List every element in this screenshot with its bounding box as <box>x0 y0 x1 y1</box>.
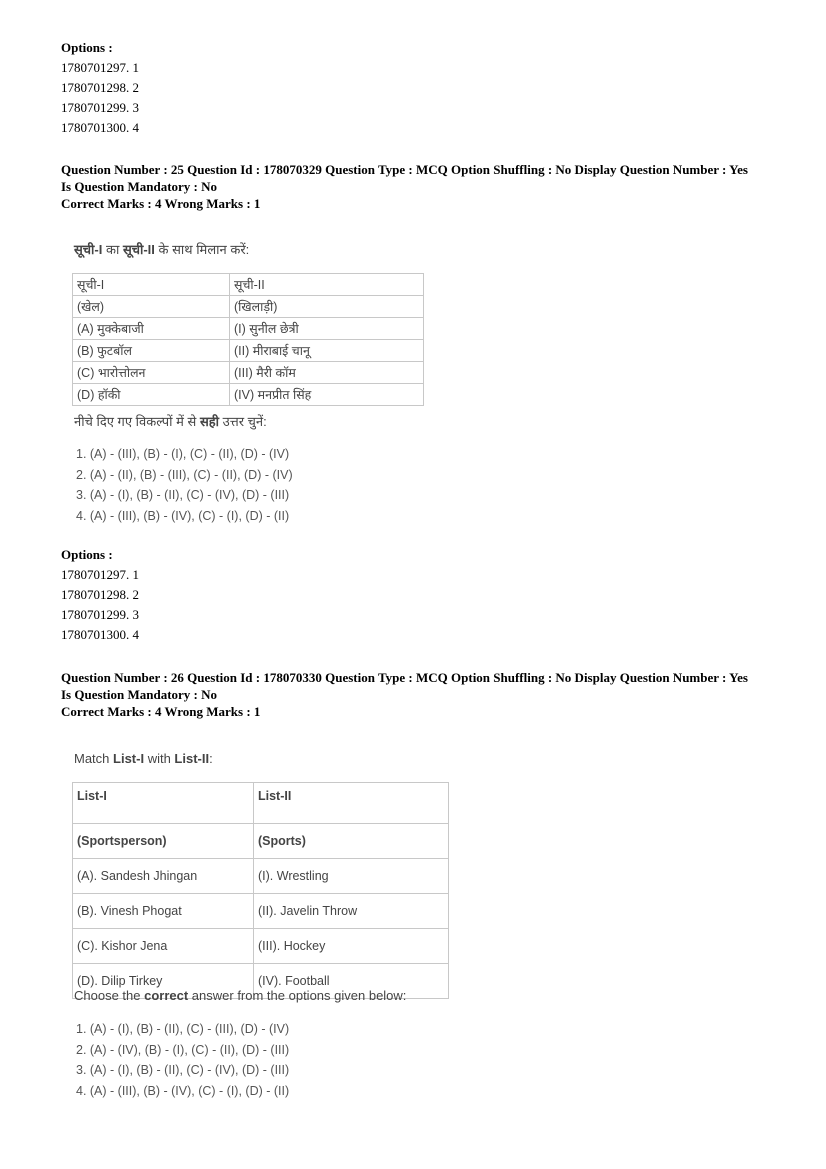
option-item: 1780701299. 3 <box>61 100 139 115</box>
q25-prompt-list2: सूची-II <box>122 242 155 257</box>
table-row <box>73 894 449 929</box>
table-cell: (Sportsperson) <box>73 824 254 859</box>
q25-choose-text: नीचे दिए गए विकल्पों में से <box>74 414 200 429</box>
table-row <box>73 929 449 964</box>
table-row <box>73 274 424 296</box>
table-cell: (B). Vinesh Phogat <box>73 894 254 929</box>
q25-choose-instruction <box>74 412 267 430</box>
table-cell: (D). Dilip Tirkey <box>73 964 254 999</box>
q26-prompt-text: Match <box>74 751 114 766</box>
q26-prompt-list1: List-I <box>113 751 145 766</box>
table-cell: (खिलाड़ी) <box>230 296 424 318</box>
options-block-previous <box>61 38 139 138</box>
q25-choices <box>76 444 293 526</box>
q25-meta-line2: Is Question Mandatory : No <box>61 179 218 194</box>
choice-item: 2. (A) - (II), (B) - (III), (C) - (II), (D) - (IV) <box>76 467 293 482</box>
q25-prompt-text: का <box>102 242 123 257</box>
table-cell: (B) फुटबॉल <box>73 340 230 362</box>
table-cell: सूची-I <box>73 274 230 296</box>
table-row <box>73 340 424 362</box>
q25-choose-text: उत्तर चुनें: <box>219 414 267 429</box>
table-cell: (III) मैरी कॉम <box>230 362 424 384</box>
table-cell: (C) भारोत्तोलन <box>73 362 230 384</box>
choice-item: 4. (A) - (III), (B) - (IV), (C) - (I), (D) - (II) <box>76 508 290 523</box>
table-cell: (C). Kishor Jena <box>73 929 254 964</box>
q26-meta <box>61 669 748 720</box>
q25-meta-line1: Question Number : 25 Question Id : 178070329 Question Type : MCQ Option Shuffling : No Display Question Number : Yes <box>61 162 748 177</box>
choice-item: 1. (A) - (I), (B) - (II), (C) - (III), (D) - (IV) <box>76 1022 290 1036</box>
table-cell: List-II <box>254 783 449 824</box>
q26-prompt-text: with <box>144 751 175 766</box>
table-row <box>73 362 424 384</box>
table-cell: (Sports) <box>254 824 449 859</box>
table-cell: (A) मुक्केबाजी <box>73 318 230 340</box>
q25-prompt <box>74 240 249 258</box>
q26-meta-line3: Correct Marks : 4 Wrong Marks : 1 <box>61 704 261 719</box>
option-item: 1780701297. 1 <box>61 567 139 582</box>
options-label: Options : <box>61 547 113 562</box>
q26-choose-text: answer from the options given below: <box>188 988 407 1003</box>
q26-meta-line2: Is Question Mandatory : No <box>61 687 218 702</box>
q25-meta <box>61 161 748 212</box>
table-cell: (खेल) <box>73 296 230 318</box>
q26-choose-instruction <box>74 988 406 1003</box>
options-label: Options : <box>61 40 113 55</box>
table-row <box>73 824 449 859</box>
q26-choose-text: Choose the <box>74 988 145 1003</box>
choice-item: 2. (A) - (IV), (B) - (I), (C) - (II), (D) - (III) <box>76 1042 290 1057</box>
q25-meta-line3: Correct Marks : 4 Wrong Marks : 1 <box>61 196 261 211</box>
table-cell: सूची-II <box>230 274 424 296</box>
table-cell: (III). Hockey <box>254 929 449 964</box>
table-row <box>73 384 424 406</box>
table-cell: (I) सुनील छेत्री <box>230 318 424 340</box>
option-item: 1780701298. 2 <box>61 80 139 95</box>
choice-item: 1. (A) - (III), (B) - (I), (C) - (II), (D) - (IV) <box>76 447 290 461</box>
q26-match-table <box>72 782 449 999</box>
table-cell: List-I <box>73 783 254 824</box>
option-item: 1780701299. 3 <box>61 607 139 622</box>
q25-choose-emphasis: सही <box>199 414 220 429</box>
q26-choose-emphasis: correct <box>144 988 189 1003</box>
q26-prompt-list2: List-II <box>174 751 210 766</box>
q26-prompt-text: : <box>209 751 213 766</box>
option-item: 1780701300. 4 <box>61 120 139 135</box>
q26-prompt <box>74 751 213 766</box>
table-cell: (IV). Football <box>254 964 449 999</box>
choice-item: 3. (A) - (I), (B) - (II), (C) - (IV), (D) - (III) <box>76 1063 290 1077</box>
table-row <box>73 296 424 318</box>
table-cell: (I). Wrestling <box>254 859 449 894</box>
choice-item: 4. (A) - (III), (B) - (IV), (C) - (I), (D) - (II) <box>76 1083 290 1098</box>
table-cell: (IV) मनप्रीत सिंह <box>230 384 424 406</box>
table-cell: (II). Javelin Throw <box>254 894 449 929</box>
option-item: 1780701300. 4 <box>61 627 139 642</box>
table-row <box>73 859 449 894</box>
table-cell: (A). Sandesh Jhingan <box>73 859 254 894</box>
q25-match-table <box>72 273 424 406</box>
option-item: 1780701297. 1 <box>61 60 139 75</box>
choice-item: 3. (A) - (I), (B) - (II), (C) - (IV), (D) - (III) <box>76 488 290 502</box>
q26-choices <box>76 1019 289 1101</box>
table-row <box>73 318 424 340</box>
q26-meta-line1: Question Number : 26 Question Id : 178070330 Question Type : MCQ Option Shuffling : No Display Question Number : Yes <box>61 670 748 685</box>
table-row <box>73 783 449 824</box>
q25-prompt-list1: सूची-I <box>74 242 103 257</box>
table-cell: (II) मीराबाई चानू <box>230 340 424 362</box>
q25-options-block <box>61 545 139 645</box>
q25-prompt-text: के साथ मिलान करें: <box>154 242 250 257</box>
table-cell: (D) हॉकी <box>73 384 230 406</box>
option-item: 1780701298. 2 <box>61 587 139 602</box>
